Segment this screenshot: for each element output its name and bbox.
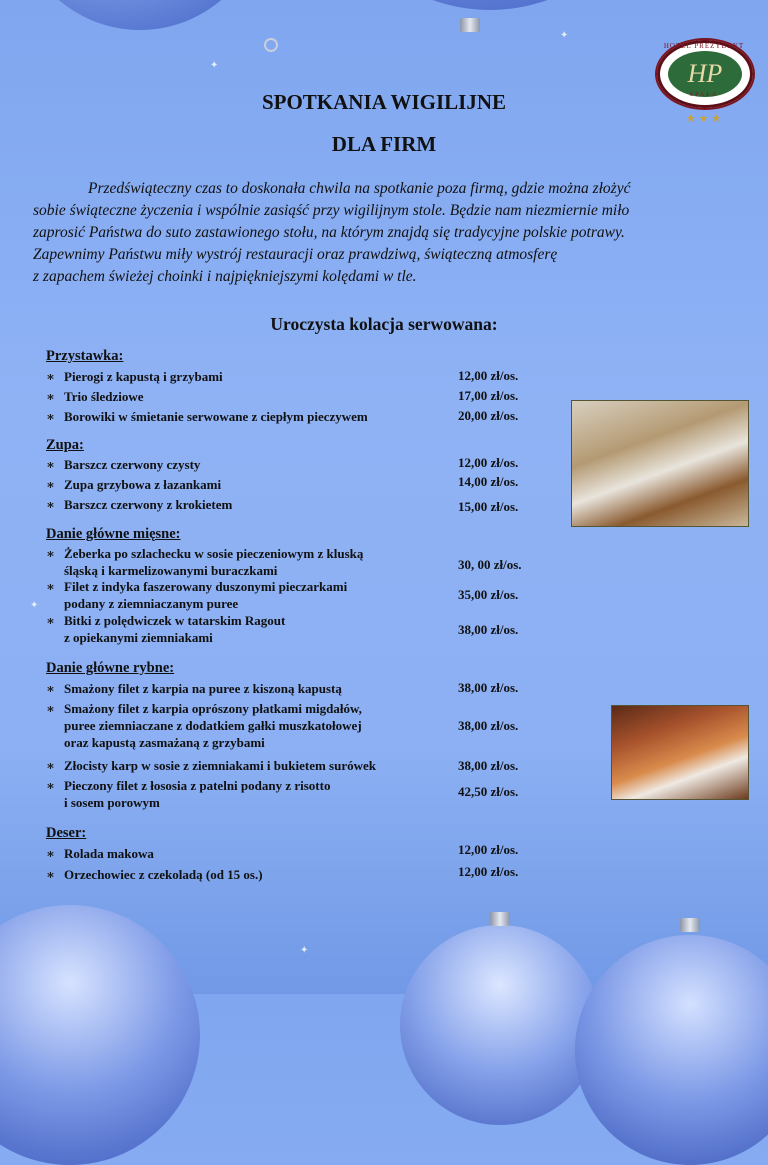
item-name: Rolada makowa [64, 846, 154, 861]
bullet-icon: ∗ [46, 409, 55, 424]
item-name: Bitki z polędwiczek w tatarskim Ragout [64, 613, 286, 628]
menu-heading: Uroczysta kolacja serwowana: [270, 314, 498, 334]
bullet-icon: ∗ [46, 579, 55, 594]
item-name-cont: podany z ziemniaczanym puree [64, 596, 239, 611]
bullet-icon: ∗ [46, 389, 55, 404]
item-price: 38,00 zł/os. [458, 622, 519, 637]
menu-item [46, 578, 347, 612]
item-price: 12,00 zł/os. [458, 842, 519, 857]
bullet-icon: ∗ [46, 477, 55, 492]
menu-item [46, 545, 363, 579]
item-price: 20,00 zł/os. [458, 408, 519, 423]
item-name-cont: śląską i karmelizowanymi buraczkami [64, 563, 278, 578]
item-price: 38,00 zł/os. [458, 758, 519, 773]
item-name: Barszcz czerwony z krokietem [64, 497, 233, 512]
item-name-cont: z opiekanymi ziemniakami [64, 630, 213, 645]
menu-item [46, 456, 200, 473]
item-name-cont: oraz kapustą zasmażaną z grzybami [64, 735, 265, 750]
bullet-icon: ∗ [46, 867, 55, 882]
bullet-icon: ∗ [46, 546, 55, 561]
section-heading-soup: Zupa: [46, 437, 84, 453]
bullet-icon: ∗ [46, 497, 55, 512]
section-heading-starter: Przystawka: [46, 348, 124, 364]
intro-line: Przedświąteczny czas to doskonała chwila na spotkanie poza firmą, gdzie można złożyć [88, 180, 631, 197]
bauble-bottom-right [575, 935, 768, 1165]
item-price: 42,50 zł/os. [458, 784, 519, 799]
bullet-icon: ∗ [46, 369, 55, 384]
menu-item [46, 368, 223, 385]
item-price: 15,00 zł/os. [458, 499, 519, 514]
bullet-icon: ∗ [46, 457, 55, 472]
item-price: 12,00 zł/os. [458, 368, 519, 383]
intro-line: Zapewnimy Państwu miły wystrój restauracji oraz prawdziwą, świąteczną atmosferę [33, 246, 558, 263]
item-price: 12,00 zł/os. [458, 455, 519, 470]
item-name: Żeberka po szlachecku w sosie pieczeniowym z kluską [64, 546, 364, 561]
bauble-cap [490, 912, 510, 926]
item-name: Złocisty karp w sosie z ziemniakami i bukietem surówek [64, 758, 376, 773]
item-name: Borowiki w śmietanie serwowane z ciepłym pieczywem [64, 409, 368, 424]
menu-item [46, 866, 263, 883]
item-price: 30, 00 zł/os. [458, 557, 522, 572]
bauble-cap [680, 918, 700, 932]
bauble-ring [264, 38, 278, 52]
item-price: 17,00 zł/os. [458, 388, 519, 403]
bullet-icon: ∗ [46, 846, 55, 861]
logo-bottom-text: SPAŁA [689, 92, 719, 98]
star-rating-icon: ★★★ [685, 113, 725, 125]
bauble-top-right [320, 0, 660, 10]
menu-item [46, 476, 221, 493]
intro-paragraph [33, 178, 738, 288]
menu-item [46, 388, 144, 405]
item-name-cont: puree ziemniaczane z dodatkiem gałki muszkatołowej [64, 718, 362, 733]
menu-item [46, 777, 330, 811]
bullet-icon: ∗ [46, 778, 55, 793]
page-subtitle: DLA FIRM [331, 132, 437, 156]
sparkle-icon: ✦ [30, 600, 39, 611]
restaurant-photo [571, 400, 749, 527]
section-heading-dessert: Deser: [46, 825, 87, 841]
menu-item [46, 496, 232, 513]
item-name: Trio śledziowe [64, 389, 144, 404]
bullet-icon: ∗ [46, 613, 55, 628]
menu-item [46, 612, 285, 646]
menu-item [46, 757, 376, 774]
sparkle-icon: ✦ [560, 30, 569, 41]
sparkle-icon: ✦ [210, 60, 219, 71]
item-name: Zupa grzybowa z łazankami [64, 477, 222, 492]
menu-item [46, 408, 368, 425]
intro-line: sobie świąteczne życzenia i wspólnie zasiąść przy wigilijnym stole. Będzie nam niezmiernie miło [33, 202, 630, 219]
menu-item [46, 845, 154, 862]
item-name: Smażony filet z karpia oprószony płatkami migdałów, [64, 701, 362, 716]
bauble-top-left [15, 0, 265, 30]
item-name: Smażony filet z karpia na puree z kiszoną kapustą [64, 681, 342, 696]
menu-item [46, 680, 342, 697]
item-name: Barszcz czerwony czysty [64, 457, 201, 472]
item-price: 14,00 zł/os. [458, 474, 519, 489]
logo-monogram: HP [668, 51, 742, 97]
item-name-cont: i sosem porowym [64, 795, 160, 810]
item-price: 35,00 zł/os. [458, 587, 519, 602]
bullet-icon: ∗ [46, 758, 55, 773]
dining-room-photo [611, 705, 749, 800]
item-name: Pieczony filet z łososia z patelni podany z risotto [64, 778, 331, 793]
page-title: SPOTKANIA WIGILIJNE [261, 90, 507, 114]
item-name: Pierogi z kapustą i grzybami [64, 369, 223, 384]
bauble-cap [460, 18, 480, 32]
menu-item [46, 700, 362, 751]
sparkle-icon: ✦ [300, 945, 309, 956]
bauble-bottom-left [0, 905, 200, 1165]
section-heading-fish: Danie główne rybne: [46, 660, 175, 676]
intro-line: zaprosić Państwa do suto zastawionego stołu, na którym znajdą się tradycyjne polskie potrawy. [33, 224, 625, 241]
item-price: 12,00 zł/os. [458, 864, 519, 879]
logo-top-text: HOTEL PREZYDENT [663, 42, 745, 50]
item-price: 38,00 zł/os. [458, 680, 519, 695]
item-name: Filet z indyka faszerowany duszonymi pieczarkami [64, 579, 348, 594]
intro-line: z zapachem świeżej choinki i najpiękniejszymi kolędami w tle. [33, 268, 417, 285]
item-name: Orzechowiec z czekoladą (od 15 os.) [64, 867, 263, 882]
item-price: 38,00 zł/os. [458, 718, 519, 733]
bauble-bottom-middle [400, 925, 600, 1125]
bullet-icon: ∗ [46, 681, 55, 696]
bullet-icon: ∗ [46, 701, 55, 716]
section-heading-meat: Danie główne mięsne: [46, 526, 181, 542]
